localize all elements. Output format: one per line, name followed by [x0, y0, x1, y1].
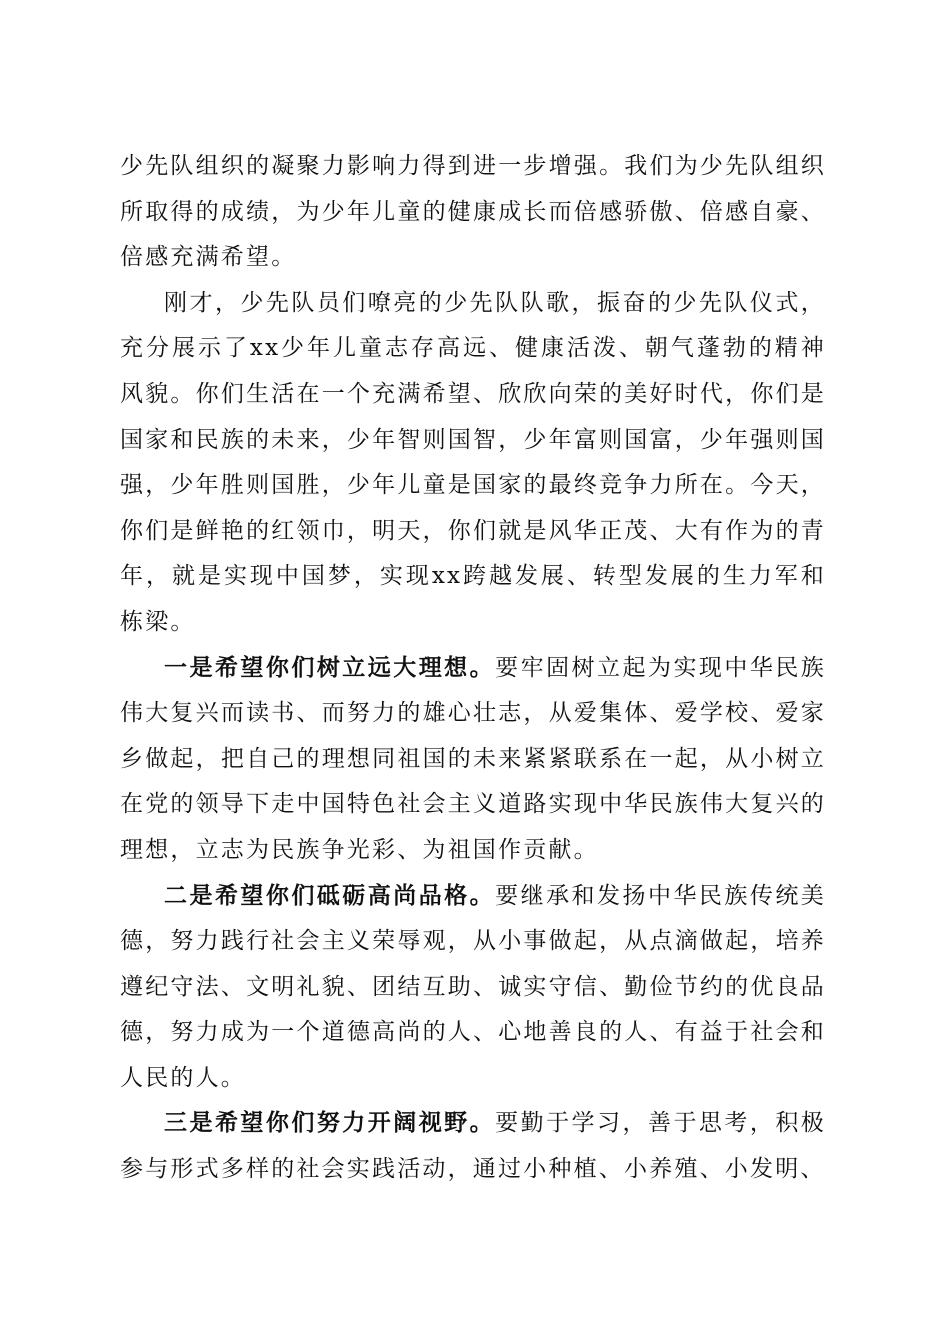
- paragraph-text: 要牢固树立起为实现中华民族伟大复兴而读书、而努力的雄心壮志，从爱集体、爱学校、爱家乡做起，把自己的理想同祖国的未来紧紧联系在一起，从小树立在党的领导下走中国特色社会主义道路实现中华民族伟大复兴的理想，立志为民族争光彩、为祖国作贡献。: [120, 654, 826, 863]
- paragraph-text: 少先队组织的凝聚力影响力得到进一步增强。我们为少先队组织所取得的成绩，为少年儿童的健康成长而倍感骄傲、倍感自豪、倍感充满希望。: [120, 153, 826, 271]
- paragraph-lead: 一是希望你们树立远大理想。: [164, 654, 496, 681]
- document-body: [120, 144, 826, 1193]
- paragraph-lead: 二是希望你们砥砺高尚品格。: [164, 882, 496, 909]
- paragraph-song-ceremony: [120, 281, 826, 646]
- paragraph-lead: 三是希望你们努力开阔视野。: [164, 1110, 496, 1137]
- paragraph-hope-ideals: [120, 646, 826, 874]
- paragraph-hope-vision: [120, 1101, 826, 1192]
- paragraph-hope-character: [120, 874, 826, 1102]
- paragraph-continuation: [120, 144, 826, 281]
- paragraph-text: 要继承和发扬中华民族传统美德，努力践行社会主义荣辱观，从小事做起，从点滴做起，培养遵纪守法、文明礼貌、团结互助、诚实守信、勤俭节约的优良品德，努力成为一个道德高尚的人、心地善良的人、有益于社会和人民的人。: [120, 882, 826, 1091]
- paragraph-text: 刚才，少先队员们嘹亮的少先队队歌，振奋的少先队仪式，充分展示了xx少年儿童志存高远、健康活泼、朝气蓬勃的精神风貌。你们生活在一个充满希望、欣欣向荣的美好时代，你们是国家和民族的未来，少年智则国智，少年富则国富，少年强则国强，少年胜则国胜，少年儿童是国家的最终竞争力所在。今天，你们是鲜艳的红领巾，明天，你们就是风华正茂、大有作为的青年，就是实现中国梦，实现xx跨越发展、转型发展的生力军和栋梁。: [120, 289, 826, 635]
- paragraph-text: 要勤于学习，善于思考，积极参与形式多样的社会实践活动，通过小种植、小养殖、小发明、: [120, 1110, 826, 1183]
